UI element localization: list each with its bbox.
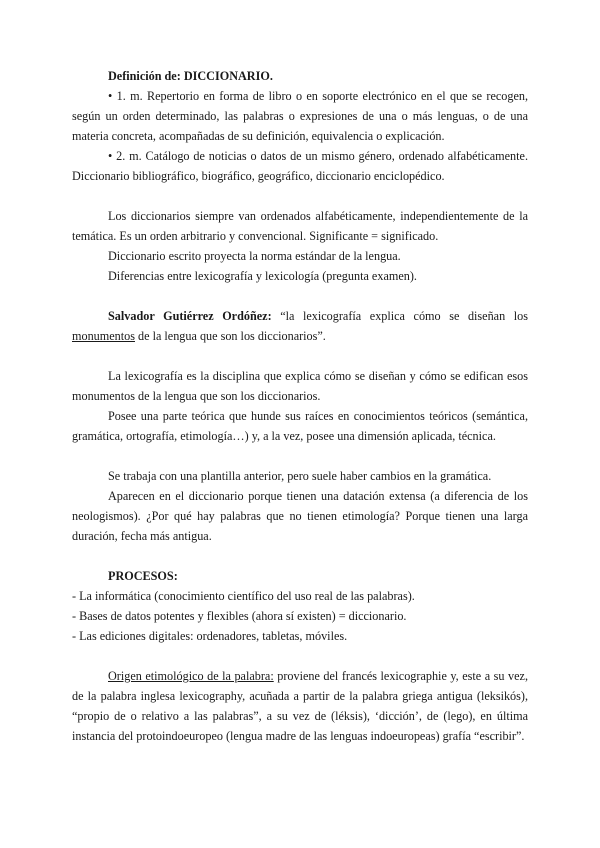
origen-paragraph [72, 666, 528, 746]
paragraph-plantilla: Se trabaja con una plantilla anterior, pero suele haber cambios en la gramática. [108, 469, 492, 483]
spacer [72, 286, 528, 306]
definition-item-1: • 1. m. Repertorio en forma de libro o en soporte electrónico en el que se recogen, según un orden determinado, las palabras o expresiones de una o más lenguas, o de una materia concreta, acompañadas de su definición, equivalencia o explicación. [72, 89, 528, 143]
paragraph-parte-teorica: Posee una parte teórica que hunde sus raíces en conocimientos teóricos (semántica, gramática, ortografía, etimología…) y, a la vez, posee una dimensión aplicada, técnica. [72, 409, 528, 443]
paragraph-norma: Diccionario escrito proyecta la norma estándar de la lengua. [108, 249, 401, 263]
quote-underlined-word: monumentos [72, 329, 135, 343]
procesos-title: PROCESOS: [108, 569, 178, 583]
quote-author: Salvador Gutiérrez Ordóñez: [108, 309, 272, 323]
spacer [72, 546, 528, 566]
quote-text-after: de la lengua que son los diccionarios”. [134, 329, 326, 343]
paragraph-lexicografia: La lexicografía es la disciplina que explica cómo se diseñan y cómo se edifican esos monumentos de la lengua que son los diccionarios. [72, 369, 528, 403]
paragraph-diferencias: Diferencias entre lexicografía y lexicología (pregunta examen). [108, 269, 417, 283]
paragraph-alphabetical: Los diccionarios siempre van ordenados alfabéticamente, independientemente de la temática. Es un orden arbitrario y convencional. Significante = significado. [72, 209, 528, 243]
procesos-item-1: - La informática (conocimiento científico del uso real de las palabras). [72, 589, 415, 603]
definition-item-2: • 2. m. Catálogo de noticias o datos de un mismo género, ordenado alfabéticamente. Diccionario bibliográfico, biográfico, geográfico, diccionario enciclopédico. [72, 149, 528, 183]
spacer [72, 446, 528, 466]
document-page [72, 66, 528, 746]
origen-text: proviene del francés lexicographie y, este a su vez, de la palabra inglesa lexicography, acuñada a partir de la palabra griega antigua (leksikós), “propio de o relativo a las palabras”, a su vez de (léksis), ‘dicción’, de (lego), en última instancia del protoindoeuropeo (lengua madre de las lenguas indoeuropeas) grafía “escribir”. [72, 669, 528, 743]
procesos-item-3: - Las ediciones digitales: ordenadores, tabletas, móviles. [72, 629, 348, 643]
definition-title: Definición de: DICCIONARIO. [108, 69, 273, 83]
origen-label: Origen etimológico de la palabra: [108, 669, 274, 683]
procesos-item-2: - Bases de datos potentes y flexibles (ahora sí existen) = diccionario. [72, 609, 407, 623]
paragraph-datacion: Aparecen en el diccionario porque tienen una datación extensa (a diferencia de los neologismos). ¿Por qué hay palabras que no tienen etimología? Porque tienen una larga duración, fecha más antigua. [72, 489, 528, 543]
spacer [72, 646, 528, 666]
quote-text-before: “la lexicografía explica cómo se diseñan los [271, 309, 528, 323]
spacer [72, 186, 528, 206]
spacer [72, 346, 528, 366]
quote-paragraph [72, 306, 528, 346]
